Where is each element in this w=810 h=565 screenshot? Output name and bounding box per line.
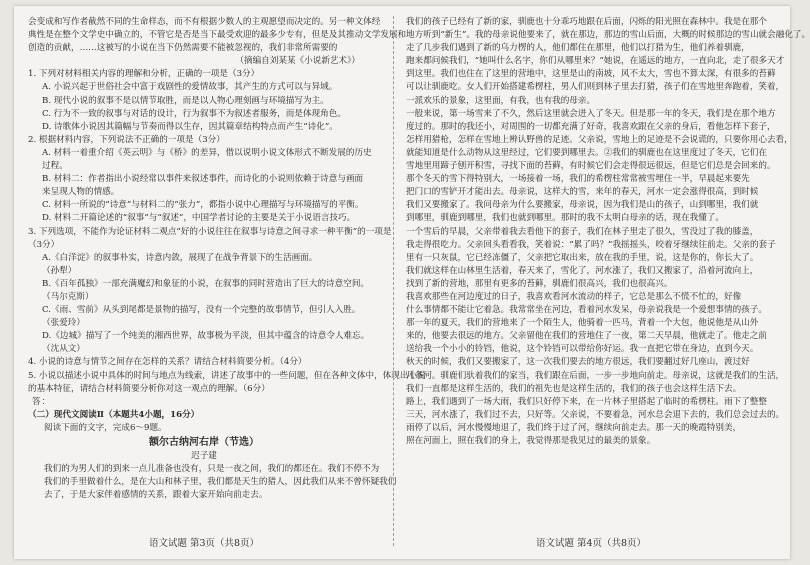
article-line: 跑来都问候我们，“她叫什么名字，你们从哪里来？”她说，在遥远的地方，一直向北，走了很多天才 <box>406 56 785 67</box>
passage-line: 典性是在整个文学史中确立的，不管它是否是当下最受欢迎的最多少专有，但是及其推动文学发展和 <box>28 30 407 41</box>
article-line: 我们的为男人们的到来一点儿准备也没有，只是一夜之间，我们的都还在。我们不停不为 <box>44 464 380 475</box>
article-line: 照在河面上，照在我们的身上，我觉得那是我见过的最美的景象。 <box>406 436 656 446</box>
answer-option: C. 材料一所说的“诗意”与材料二的“张力”，都指小说中心理描写与环境描写的平衡。 <box>42 200 364 211</box>
answer-option: （张爱玲） <box>42 318 85 329</box>
question-4: 4. 小说的诗意与情节之间存在怎样的关系？请结合材料简要分析。（4分） <box>28 357 307 368</box>
question-line: 5. 小说以描述小说中具体的时间与地点为线索，讲述了故事中的一些问题，但在各种文体中，体现出小说 <box>28 370 426 381</box>
article-line: 去了，于是大家伴着感情的关系，跟着大家开始向前走去。 <box>44 490 268 501</box>
article-line: 地方听到“新生”。我的母亲说他要来了，就在那边，那边的雪山后面，大概的时候那边的雪山就会融化了。 <box>406 30 810 41</box>
article-line: 那个冬天的雪下得特别大，一场接着一场，我们的希楞柱常常被雪埋住一半，早晨起来要先 <box>406 174 750 185</box>
passage-line: 创造的贡献，……这被写的小说在当下仍然需要不能被忽视的，我们非常所需要的 <box>28 43 338 54</box>
article-line: 度过的。那时的我还小，对周围的一切都充满了好奇，我喜欢跟在父亲的身后，看他怎样下套子， <box>406 121 776 132</box>
passage-line: 会变成和写作者截然不同的生命样态，而不有根据少数人的主观愿望而决定的。另一种文体经 <box>28 17 381 27</box>
answer-option: C. 行为不一致的叙事与对话的设计，行为叙事不为叙述者服务，而是体现角色。 <box>42 108 346 119</box>
question-3-score: （3分） <box>28 239 60 250</box>
article-line: 秋天的时候，我们又要搬家了，这一次我们要去的地方很远，我们要翻过好几座山，渡过好 <box>406 357 750 368</box>
answer-blank: 答： <box>32 396 52 407</box>
question-2-options <box>28 147 380 226</box>
section-instruction: 阅读下面的文字，完成6～9题。 <box>44 422 167 433</box>
question-1-options <box>28 81 380 133</box>
article-line: 把门口的雪铲开才能出去。母亲说，这样大的雪，来年的春天，河水一定会涨得很高，到时候 <box>406 187 759 198</box>
article-line: 一派欢乐的景象，这里面，有我，也有我的母亲。 <box>406 95 596 106</box>
answer-option: A.《白洋淀》的叙事朴实，诗意内敛，展现了在战争背景下的生活画面。 <box>42 252 318 263</box>
article-line: 我们的孩子已经有了新的家，驯鹿也十分乖巧地跟在后面，闪烁的阳光照在森林中。我是在那个 <box>406 17 767 27</box>
article-line: 一个雪后的早晨，父亲带着我去看他下的套子，我们在林子里走了很久，雪没过了我的膝盖， <box>406 226 759 237</box>
article-title: 额尔古纳河右岸（节选） <box>149 437 259 448</box>
right-page-body <box>406 16 810 448</box>
left-page <box>28 16 426 552</box>
answer-option: （沈从文） <box>42 344 85 355</box>
answer-option: A. 小说兴起于世俗社会中富于戏剧性的爱情故事，其产生的方式可以与异域。 <box>42 82 338 93</box>
question-3-options <box>28 252 380 357</box>
article-line: 我们的手里做着什么，是在大山和林子里，我们都是天生的猎人，因此我们从来不曾怀疑我们 <box>44 477 397 488</box>
question-3 <box>28 226 392 357</box>
exam-sheet <box>14 6 810 559</box>
question-5 <box>28 370 426 396</box>
article-line: 可以让驯鹿吃。女人们开始搭建希楞柱，男人们则到林子里去打猎，孩子们在雪地里奔跑着，笑着， <box>406 82 785 93</box>
article-line: 走了几步我们遇到了新的乌力楞的人，他们都住在那里，他们以打猎为生，他们养着驯鹿， <box>406 43 750 54</box>
article-line: 一般来说，第一场雪来了不久，然后这里就会进入了冬天。但是那一年的冬天，我们是在那个地方 <box>406 108 776 119</box>
page-divider <box>393 16 394 546</box>
answer-option: A. 材料一着重介绍《英云明》与《桥》的差异，借以说明小说文体形式不断发展的历史 <box>42 147 372 158</box>
article-line: 路上，我们遇到了一场大雨，我们只好停下来，在一片林子里搭起了临时的希楞柱。雨下了整整 <box>406 396 767 407</box>
article-line: 雨停了以后，河水慢慢地退了，我们终于过了河，继续向前走去。那一天的晚霞特别美， <box>406 422 742 433</box>
question-1 <box>28 68 380 133</box>
article-line: 什么事情都不能让它着急。我常常坐在河边，看着河水发呆，母亲说我是一个爱想事情的孩子。 <box>406 305 767 316</box>
question-1-stem: 1. 下列对材料相关内容的理解和分析，正确的一项是（3分） <box>28 69 260 80</box>
question-2-stem: 2. 根据材料内容，下列说法不正确的一项是（3分） <box>28 134 225 145</box>
right-page <box>406 16 810 552</box>
article-body <box>28 463 397 502</box>
question-line: 的基本特征，请结合材料简要分析你对这一观点的理解。（6分） <box>28 383 270 394</box>
article-line: 我们就这样在山林里生活着，春天来了，雪化了，河水涨了，我们又搬家了，沿着河流向上， <box>406 265 759 276</box>
article-line: 那一年的夏天，我们的营地来了一个陌生人，他骑着一匹马，背着一个大包，他说他是从山外 <box>406 318 759 329</box>
answer-option: D.《边城》描写了一个纯美的湘西世界，故事极为平淡，但其中蕴含的诗意令人难忘。 <box>42 331 370 342</box>
article-line: 我走得很吃力。父亲回头看看我，笑着说：“累了吗？”我摇摇头，咬着牙继续往前走。父亲的套子 <box>406 239 776 250</box>
article-line: 三天，河水涨了，我们过不去，只好等。父亲说，不要着急，河水总会退下去的，我们总会过去的。 <box>406 409 785 420</box>
left-top-passage <box>28 16 407 55</box>
article-line: 雪地里用蹄子刨开积雪，寻找下面的苔藓，有时候它们会走得很远很远，但是它们总是会回来的。 <box>406 161 776 172</box>
article-line: 送给我一个小小的铃铛，他说，这个铃铛可以带给你好运。我一直把它带在身边，直到今天。 <box>406 344 759 355</box>
article-line: 我们又要搬家了。我问母亲为什么要搬家，母亲说，因为我们是山的孩子，山到哪里，我们就 <box>406 200 759 211</box>
article-author: 迟子建 <box>191 451 217 461</box>
answer-option: B. 现代小说的叙事不是以情节取胜，而是以人物心理刻画与环境描写为主。 <box>42 95 329 106</box>
answer-option: B. 材料二：作者指出小说经常以事件来叙述事件，而诗化的小说则依赖于诗意与画面 <box>42 174 364 185</box>
answer-option: （孙犁） <box>42 265 77 276</box>
answer-option: 来呈现人物的情感。 <box>42 187 120 198</box>
left-page-footer: 语文试题 第3页（共8页） <box>148 537 260 549</box>
article-line: 里有一只灰鼠，它已经冻僵了，父亲把它取出来，放在我的手里，说，这是你的，你长大了。 <box>406 252 759 263</box>
source-note: （摘编自刘某某《小说新艺术》） <box>235 56 360 67</box>
section-header: （二）现代文阅读Ⅱ（本题共4小题，16分） <box>28 409 200 420</box>
article-line: 到这里。我们也住在了这里的营地中，这里是山的南坡，风不太大，雪也不算太深，有很多的苔藓 <box>406 69 776 80</box>
answer-option: D. 诗歌体小说因其篇幅与节奏而得以生存，因其篇章结构特点而产生“诗化”。 <box>42 121 338 132</box>
article-line: 到哪里，驯鹿到哪里，我们也就到哪里。那时的我不太明白母亲的话，现在我懂了。 <box>406 213 724 224</box>
article-line: 我喜欢那些在河边度过的日子，我喜欢看河水流动的样子，它总是那么不慌不忙的，好像 <box>406 291 742 302</box>
answer-option: 过程。 <box>42 161 68 172</box>
article-line: 几条河。驯鹿们驮着我们的家当，我们跟在后面，一步一步地向前走。母亲说，这就是我们的生活， <box>406 370 785 381</box>
article-line: 来的，他要去很远的地方。父亲留他在我们的营地住了一夜，第二天早晨，他就走了。他走之前 <box>406 331 767 342</box>
answer-option: D. 材料二开篇论述的“叙事”与“叙述”，中国学者讨论的主要是关于小说语言技巧。 <box>42 213 356 224</box>
question-3-stem: 3. 下列选项，不能作为论证材料二观点“好的小说往往在叙事与诗意之间寻求一种平衡”的一项是 <box>28 226 392 237</box>
answer-option: B.《百年孤独》一部充满魔幻和象征的小说，在叙事的同时营造出了巨大的诗意空间。 <box>42 278 370 289</box>
article-line: 我们一直都是这样生活的，我们的祖先也是这样生活的，我们的孩子也会这样生活下去。 <box>406 383 742 394</box>
article-line: 怎样用猎枪，怎样在雪地上辨认野兽的足迹。父亲说，雪地上的足迹是不会说谎的，只要你用心去看， <box>406 134 793 145</box>
right-page-footer: 语文试题 第4页（共8页） <box>535 537 647 549</box>
question-2 <box>28 134 380 226</box>
article-line: 就能知道是什么动物从这里经过，它们要到哪里去。②我们的驯鹿也在这里度过了冬天，它们在 <box>406 147 767 158</box>
answer-option: （马尔克斯） <box>42 291 94 302</box>
answer-option: C.《雨、雪前》从头到尾都是景物的描写，没有一个完整的故事情节，但引人入胜。 <box>42 305 361 316</box>
article-line: 找到了新的营地，那里有更多的苔藓，驯鹿们很高兴，我们也很高兴。 <box>406 278 673 289</box>
